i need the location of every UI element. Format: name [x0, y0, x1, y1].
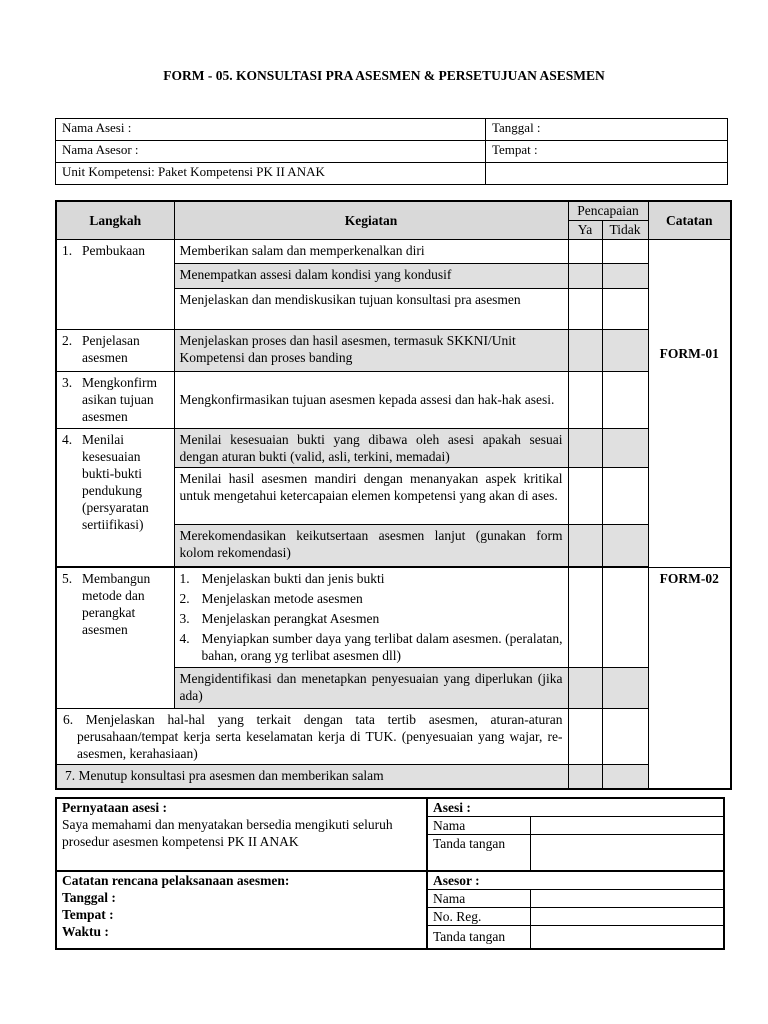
tidak-checkbox[interactable] — [602, 288, 648, 329]
header-tidak: Tidak — [602, 220, 648, 239]
activity-row: Menjelaskan proses dan hasil asesmen, termasuk SKKNI/Unit Kompetensi dan proses banding — [174, 329, 568, 371]
ya-checkbox[interactable] — [568, 329, 602, 371]
ya-checkbox[interactable] — [568, 764, 602, 789]
list-item: 3. Menjelaskan perangkat Asesmen — [179, 610, 380, 626]
activity-table — [55, 200, 732, 790]
asesor-signature-field[interactable] — [530, 925, 724, 949]
header-pencapaian: Pencapaian — [568, 201, 648, 220]
nama-asesi-field[interactable]: Nama Asesi : — [56, 119, 486, 141]
header-catatan: Catatan — [648, 201, 731, 239]
asesor-nama-label: Nama — [427, 889, 530, 907]
activity-list — [174, 567, 568, 667]
list-item: 4. Menyiapkan sumber daya yang terlibat dalam asesmen. (peralatan, bahan, orang yg terlibat asesmen dll) — [179, 630, 563, 663]
unit-kompetensi: Unit Kompetensi: Paket Kompetensi PK II ANAK — [56, 163, 486, 185]
tidak-checkbox[interactable] — [602, 329, 648, 371]
ya-checkbox[interactable] — [568, 428, 602, 467]
asesi-tanda-tangan-label: Tanda tangan — [427, 835, 530, 871]
tidak-checkbox[interactable] — [602, 428, 648, 467]
header-ya: Ya — [568, 220, 602, 239]
tidak-checkbox[interactable] — [602, 467, 648, 524]
tidak-checkbox[interactable] — [602, 524, 648, 566]
activity-row: Menilai kesesuaian bukti yang dibawa oleh asesi apakah sesuai dengan aturan bukti (valid, asli, terkini, memadai) — [174, 428, 568, 467]
ya-checkbox[interactable] — [568, 667, 602, 708]
list-item: 1. Menjelaskan bukti dan jenis bukti — [179, 570, 385, 586]
plan-tempat: Tempat : — [62, 906, 114, 922]
step-1: 1. Pembukaan — [56, 239, 174, 329]
empty-cell — [486, 163, 728, 185]
ya-checkbox[interactable] — [568, 239, 602, 263]
asesor-noreg-field[interactable] — [530, 907, 724, 925]
tidak-checkbox[interactable] — [602, 567, 648, 667]
asesi-nama-label: Nama — [427, 817, 530, 835]
activity-row: Memberikan salam dan memperkenalkan diri — [174, 239, 568, 263]
asesor-tanda-tangan-label: Tanda tangan — [427, 925, 530, 949]
tidak-checkbox[interactable] — [602, 708, 648, 764]
ya-checkbox[interactable] — [568, 524, 602, 566]
plan-title: Catatan rencana pelaksanaan asesmen: — [62, 872, 290, 888]
statement-title: Pernyataan asesi : — [62, 800, 167, 815]
step-3: 3. Mengkonfirm asikan tujuan asesmen — [56, 371, 174, 428]
plan-block — [56, 871, 427, 950]
step-5: 5. Membangun metode dan perangkat asesmen — [56, 567, 174, 708]
asesor-label: Asesor : — [427, 871, 724, 890]
ya-checkbox[interactable] — [568, 708, 602, 764]
asesi-nama-field[interactable] — [530, 817, 724, 835]
tempat-field[interactable]: Tempat : — [486, 141, 728, 163]
statement-text: Saya memahami dan menyatakan bersedia mengikuti seluruh prosedur asesmen kompetensi PK II ANAK — [62, 817, 393, 849]
tidak-checkbox[interactable] — [602, 764, 648, 789]
header-langkah: Langkah — [56, 201, 174, 239]
note-form02: FORM-02 — [648, 567, 731, 789]
nama-asesor-field[interactable]: Nama Asesor : — [56, 141, 486, 163]
statement-block — [56, 798, 427, 871]
activity-row-6: 6. Menjelaskan hal-hal yang terkait dengan tata tertib asesmen, aturan-aturan perusahaan/tempat kerja serta keselamatan kerja di TUK. (penyesuaian yang wajar, re-asesmen, kerahasiaan) — [56, 708, 568, 764]
tidak-checkbox[interactable] — [602, 371, 648, 428]
note-form01: FORM-01 — [648, 239, 731, 567]
activity-row: Menempatkan assesi dalam kondisi yang kondusif — [174, 263, 568, 288]
ya-checkbox[interactable] — [568, 567, 602, 667]
ya-checkbox[interactable] — [568, 467, 602, 524]
asesi-label: Asesi : — [427, 798, 724, 817]
ya-checkbox[interactable] — [568, 371, 602, 428]
activity-row-7: 7. Menutup konsultasi pra asesmen dan memberikan salam — [56, 764, 568, 789]
header-kegiatan: Kegiatan — [174, 201, 568, 239]
activity-row: Menjelaskan dan mendiskusikan tujuan konsultasi pra asesmen — [174, 288, 568, 329]
activity-row: Merekomendasikan keikutsertaan asesmen lanjut (gunakan form kolom rekomendasi) — [174, 524, 568, 566]
activity-row: Mengidentifikasi dan menetapkan penyesuaian yang diperlukan (jika ada) — [174, 667, 568, 708]
asesor-nama-field[interactable] — [530, 889, 724, 907]
page-title: FORM - 05. KONSULTASI PRA ASESMEN & PERSETUJUAN ASESMEN — [163, 68, 605, 83]
asesi-signature-field[interactable] — [530, 835, 724, 871]
info-table — [55, 118, 728, 185]
ya-checkbox[interactable] — [568, 263, 602, 288]
activity-row: Menilai hasil asesmen mandiri dengan menanyakan aspek kritikal untuk mengetahui ketercapaian elemen kompetensi yang akan di ases. — [174, 467, 568, 524]
tidak-checkbox[interactable] — [602, 239, 648, 263]
asesor-noreg-label: No. Reg. — [427, 907, 530, 925]
step-2: 2. Penjelasan asesmen — [56, 329, 174, 371]
signature-table — [55, 797, 725, 950]
tanggal-field[interactable]: Tanggal : — [486, 119, 728, 141]
activity-row: Mengkonfirmasikan tujuan asesmen kepada assesi dan hak-hak asesi. — [174, 371, 568, 428]
list-item: 2. Menjelaskan metode asesmen — [179, 590, 363, 606]
tidak-checkbox[interactable] — [602, 667, 648, 708]
tidak-checkbox[interactable] — [602, 263, 648, 288]
ya-checkbox[interactable] — [568, 288, 602, 329]
plan-tanggal: Tanggal : — [62, 889, 116, 905]
step-4: 4. Menilai kesesuaian bukti-bukti pendukung (persyaratan sertiifikasi) — [56, 428, 174, 566]
plan-waktu: Waktu : — [62, 923, 109, 939]
